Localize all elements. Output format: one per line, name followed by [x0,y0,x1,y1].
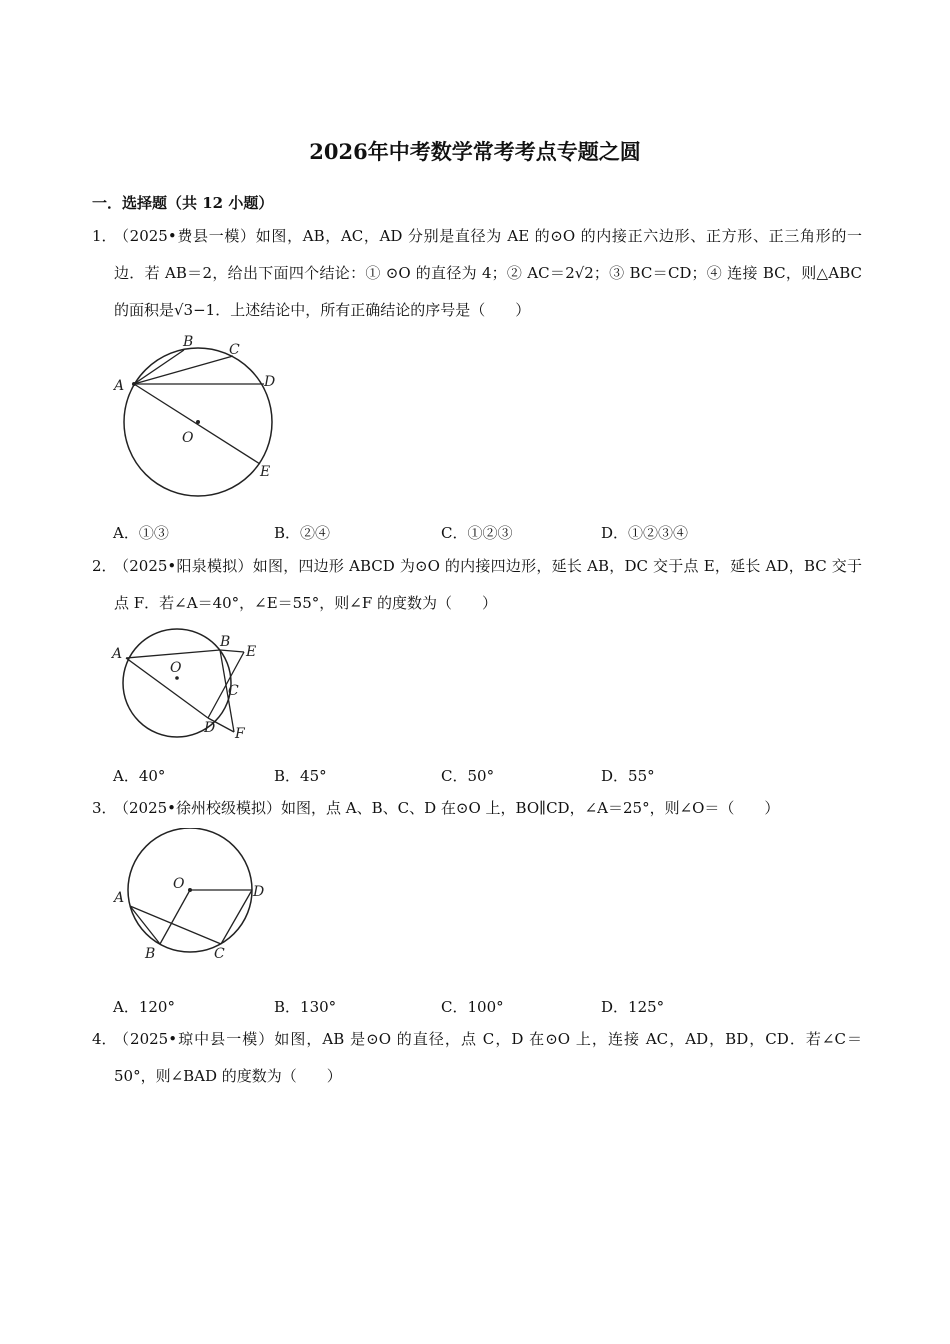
figure-q3 [108,828,278,968]
section-heading: 一．选择题（共 12 小题） [92,194,274,212]
label: O [182,430,194,446]
label: A [112,646,123,662]
label: B [183,334,194,350]
option-c[interactable]: C．50° [441,767,495,785]
question-number: 1． [92,227,117,245]
label: C [229,342,240,358]
question-number: 2． [92,557,117,575]
question-text: （2025•琼中县一模）如图，AB 是⊙O 的直径，点 C，D 在⊙O 上，连接 AC，AD，BD，CD．若∠C＝50°，则∠BAD 的度数为（ ） [114,1030,862,1085]
label: C [228,683,239,699]
label: E [260,464,271,480]
question-2 [92,548,862,622]
question-text: （2025•阳泉模拟）如图，四边形 ABCD 为⊙O 的内接四边形，延长 AB，DC 交于点 E，延长 AD，BC 交于点 F．若∠A＝40°，∠E＝55°，则∠F 的度数为（ ） [114,557,862,612]
question-1 [92,218,862,329]
option-a[interactable]: A．①③ [113,524,169,542]
label: D [264,374,276,390]
page-title: 2026年中考数学常考考点专题之圆 [309,139,641,164]
label: C [214,946,225,962]
option-b[interactable]: B．45° [274,767,327,785]
question-number: 3． [92,799,117,817]
label: D [253,884,265,900]
label: O [170,660,182,676]
label: B [145,946,156,962]
option-a[interactable]: A．120° [113,998,175,1016]
figure-q2 [108,628,268,743]
question-4 [92,1021,862,1095]
option-d[interactable]: D．①②③④ [601,524,689,542]
question-number: 4． [92,1030,117,1048]
option-c[interactable]: C．100° [441,998,504,1016]
label: O [173,876,185,892]
option-d[interactable]: D．55° [601,767,655,785]
label: E [246,644,257,660]
option-c[interactable]: C．①②③ [441,524,513,542]
option-b[interactable]: B．②④ [274,524,331,542]
label: B [220,634,231,650]
question-text: （2025•费县一模）如图，AB，AC，AD 分别是直径为 AE 的⊙O 的内接正六边形、正方形、正三角形的一边．若 AB＝2，给出下面四个结论：① ⊙O 的直径为 4；② AC＝2√2；③ BC＝CD；④ 连接 BC，则△ABC 的面积是√3−1．上述结论中，所有正确结论的序号是（ ） [114,227,862,319]
option-d[interactable]: D．125° [601,998,665,1016]
option-a[interactable]: A．40° [113,767,166,785]
question-3 [92,790,862,827]
question-text: （2025•徐州校级模拟）如图，点 A、B、C、D 在⊙O 上，BO∥CD，∠A＝25°，则∠O＝（ ） [114,799,780,817]
label: A [114,378,125,394]
label: F [235,726,245,742]
option-b[interactable]: B．130° [274,998,337,1016]
label: D [204,720,216,736]
figure-q1 [108,330,288,505]
label: A [114,890,125,906]
